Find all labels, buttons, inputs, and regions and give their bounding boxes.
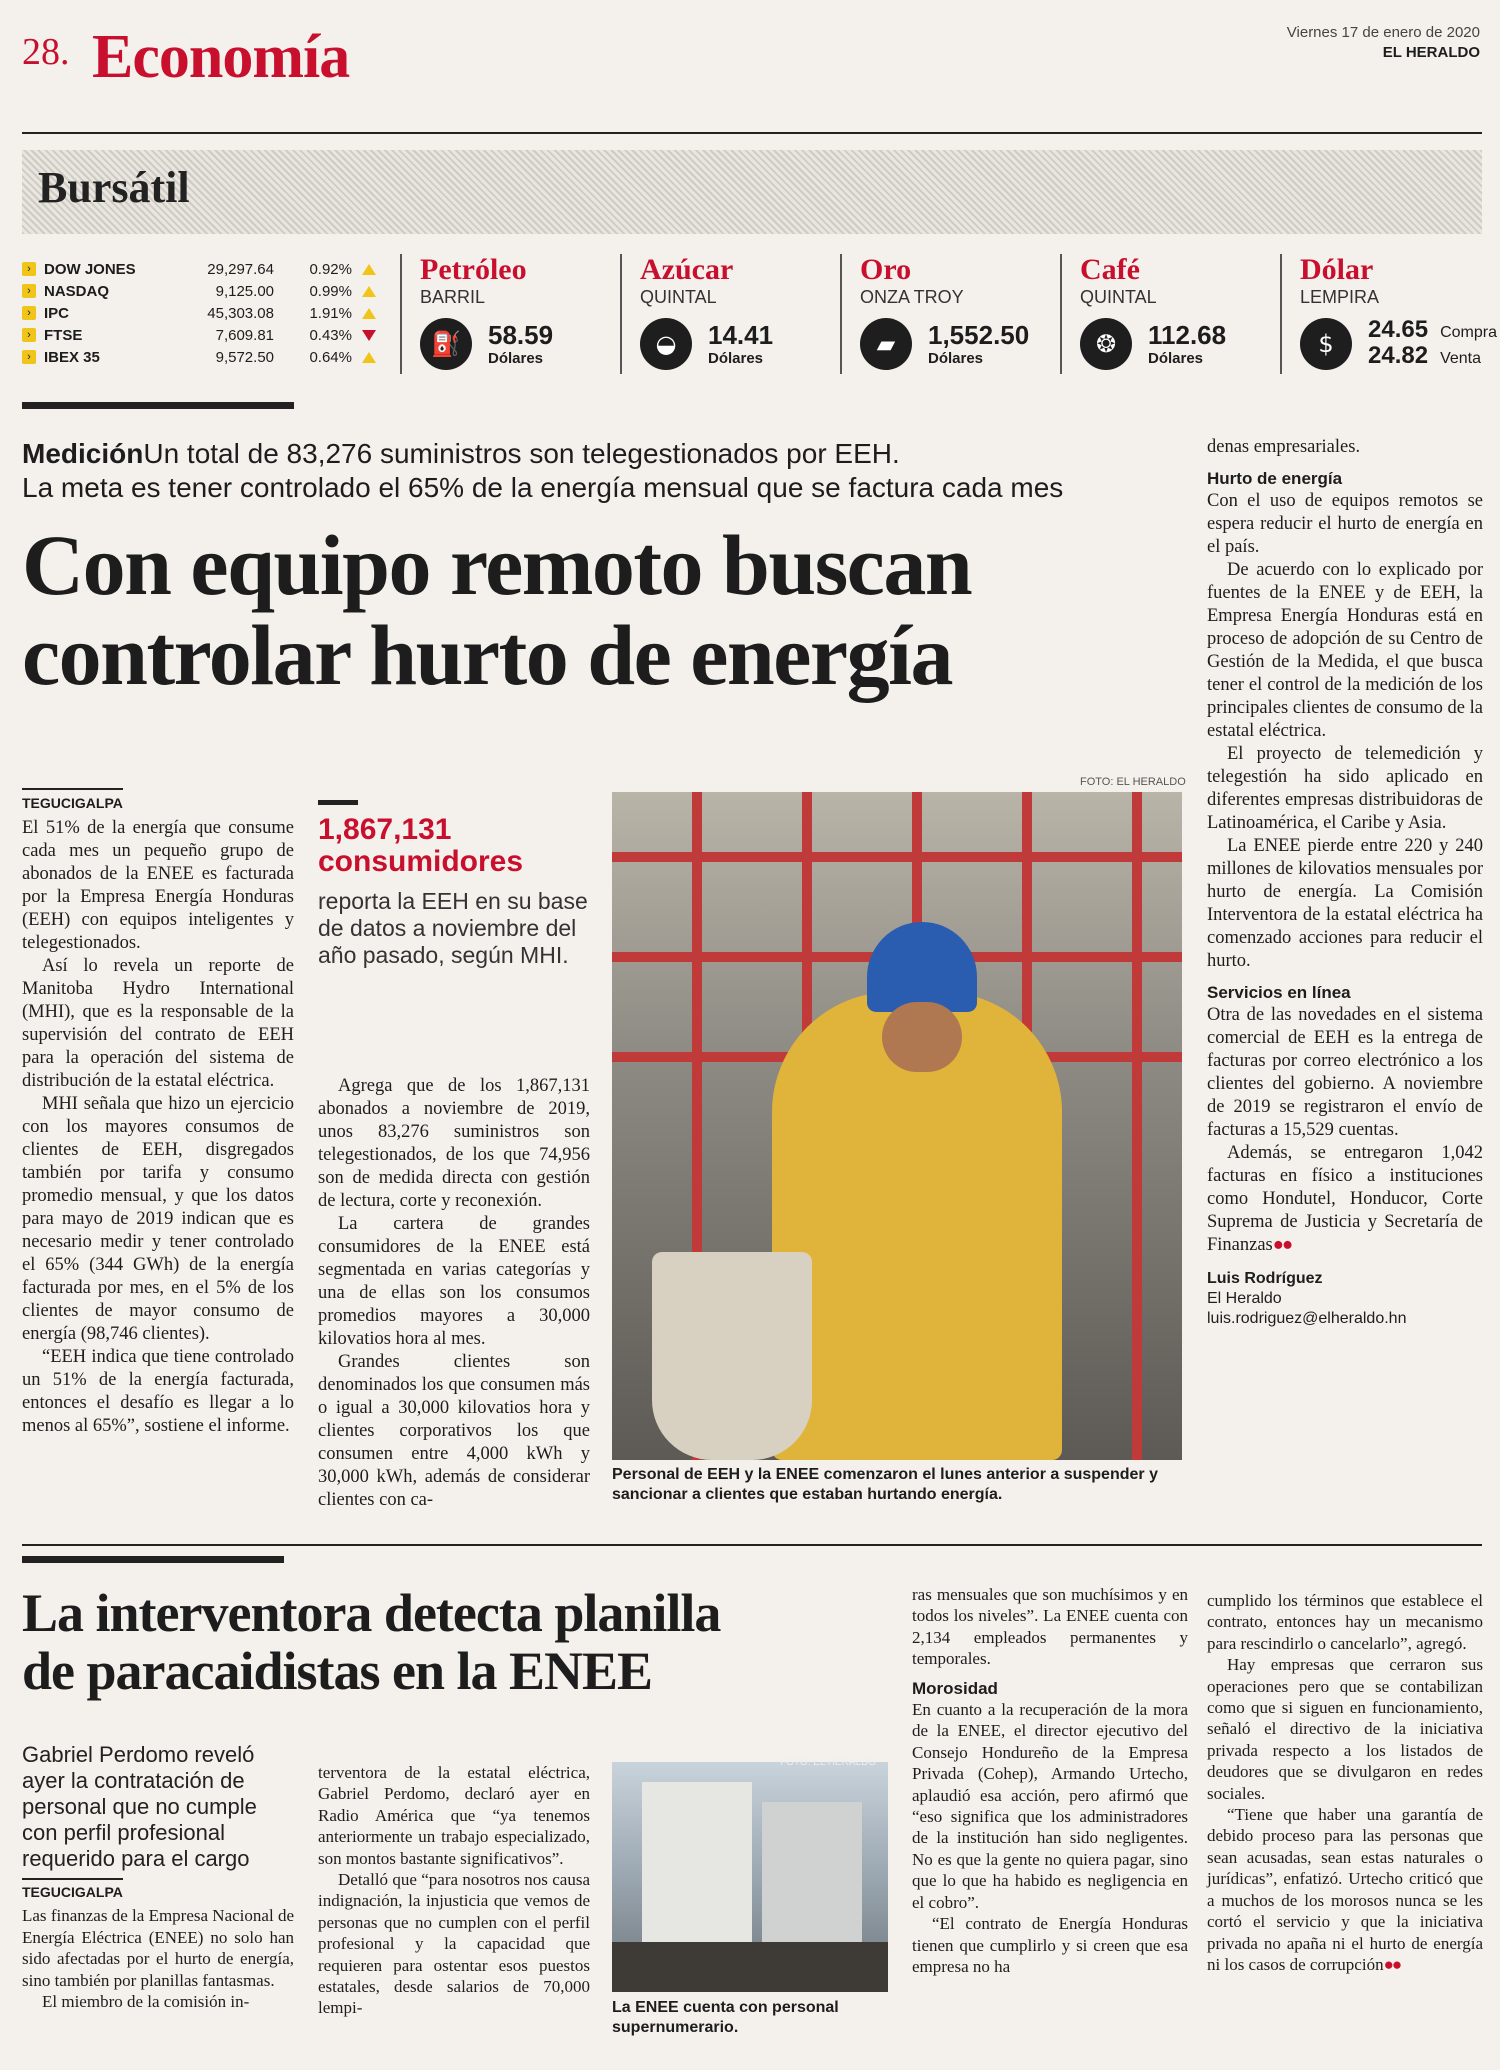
- photo-enee-worker: [612, 792, 1182, 1460]
- trend-up-icon: [362, 308, 376, 319]
- commodity-currency: Dólares: [928, 350, 984, 367]
- stat-number: 1,867,131 consumidores: [318, 813, 524, 878]
- story2-deck: Gabriel Perdomo reveló ayer la contratación de personal que no cumple con perfil profesional requerido para el cargo: [22, 1742, 257, 1871]
- photo-caption: La ENEE cuenta con personal supernumerario.: [612, 1999, 839, 2036]
- trend-up-icon: [362, 264, 376, 275]
- dateline: TEGUCIGALPA: [22, 1878, 123, 1903]
- sugar-sack-icon: ◒: [640, 318, 692, 370]
- index-value: 9,572.50: [215, 348, 274, 366]
- story1-headline: [22, 517, 1162, 703]
- index-value: 45,303.08: [207, 304, 274, 322]
- bursatil-title: Bursátil: [38, 163, 190, 212]
- byline-name: Luis Rodríguez: [1207, 1270, 1323, 1287]
- paragraph: “EEH indica que tiene controlado un 51% de la energía facturada, entonces el desafío es llegar a lo menos al 65%”, sostiene el informe.: [22, 1347, 294, 1436]
- header-date: Viernes 17 de enero de 2020: [1286, 24, 1480, 41]
- dollar-sell: [1368, 342, 1481, 370]
- commodity-oro: [840, 254, 1060, 374]
- paragraph: El proyecto de telemedición y telegestión ha sido aplicado en diferentes empresas distribuidoras de Latinoamérica, el Caribe y Asia.: [1207, 744, 1483, 833]
- index-row: [22, 324, 384, 346]
- paragraph: El 51% de la energía que consume cada mes un pequeño grupo de abonados de la ENEE es facturada por la Empresa Energía Honduras (EEH) con equipos inteligentes y telegestionados.: [22, 818, 294, 953]
- chevron-right-icon: ›: [22, 284, 36, 298]
- paragraph: De acuerdo con lo explicado por fuentes de la ENEE y de EEH, la Empresa Energía Honduras está en proceso de adopción de su Centro de Gestión de la Medida, el que busca tener el control de la medición de los principales clientes de consumo de la estatal eléctrica.: [1207, 560, 1483, 741]
- story2-column-3: [912, 1584, 1188, 1977]
- commodity-price: 1,552.50: [928, 320, 1030, 350]
- commodity-name: Dólar: [1300, 253, 1374, 286]
- commodity-unit: QUINTAL: [640, 287, 717, 307]
- headline-line: La interventora detecta planilla: [22, 1583, 721, 1643]
- oil-can-icon: ⛽: [420, 318, 472, 370]
- byline-org: El Heraldo: [1207, 1290, 1282, 1307]
- commodity-name: Oro: [860, 253, 912, 286]
- commodity-unit: BARRIL: [420, 287, 486, 307]
- headline-line: Con equipo remoto buscan: [22, 517, 972, 613]
- paragraph: Detalló que “para nosotros nos causa indignación, la injusticia que vemos de personas que no cumplen con el perfil profesional y la capacidad que requieren para ostentar esos puestos estatales, desde salarios de 70,000 lempi-: [318, 1870, 590, 2018]
- kicker-line1: Un total de 83,276 suministros son telegestionados por EEH.: [143, 438, 900, 469]
- header-brand: EL HERALDO: [1382, 44, 1480, 61]
- paragraph: ras mensuales que son muchísimos y en todos los niveles”. La ENEE cuenta con 2,134 empleados permanentes y temporales.: [912, 1585, 1188, 1669]
- commodity-unit: ONZA TROY: [860, 287, 964, 307]
- header-rule: [22, 132, 1482, 134]
- dollar-buy-label: Compra: [1440, 324, 1497, 341]
- index-row: [22, 258, 384, 280]
- chevron-right-icon: ›: [22, 350, 36, 364]
- commodity-cafe: [1060, 254, 1280, 374]
- end-mark-icon: ●●: [1272, 1235, 1292, 1255]
- byline-email[interactable]: luis.rodriguez@elheraldo.hn: [1207, 1310, 1407, 1327]
- commodity-price: 58.59: [488, 320, 554, 350]
- index-value: 29,297.64: [207, 260, 274, 278]
- paragraph: Agrega que de los 1,867,131 abonados a noviembre de 2019, unos 83,276 suministros son telegestionados, de los que 74,956 son de medida directa con gestión de lectura, corte y reconexión.: [318, 1076, 590, 1211]
- story2-headline: [22, 1584, 902, 1700]
- index-row: [22, 346, 384, 368]
- index-name: IPC: [44, 304, 70, 322]
- trend-up-icon: [362, 352, 376, 363]
- photo-caption: Personal de EEH y la ENEE comenzaron el lunes anterior a suspender y sancionar a clientes que estaban hurtando energía.: [612, 1466, 1158, 1503]
- paragraph: Las finanzas de la Empresa Nacional de Energía Eléctrica (ENEE) no solo han sido afectadas por el hurto de energía, sino también por planillas fantasmas.: [22, 1906, 294, 1990]
- kicker-line2: La meta es tener controlado el 65% de la energía mensual que se factura cada mes: [22, 472, 1064, 503]
- story1-column-3: [1207, 436, 1483, 1329]
- story1-kicker: [22, 437, 1142, 505]
- kicker-bar: [22, 402, 294, 409]
- story2-column-1: [22, 1878, 294, 2012]
- subheading: Morosidad: [912, 1678, 998, 1698]
- trend-down-icon: [362, 330, 376, 341]
- dollar-buy: [1368, 316, 1497, 344]
- photo-credit: FOTO: EL HERALDO: [780, 1757, 877, 1768]
- paragraph: Con el uso de equipos remotos se espera reducir el hurto de energía en el país.: [1207, 491, 1483, 557]
- paragraph: MHI señala que hizo un ejercicio con los mayores consumos de clientes de EEH, disgregados también por tarifa y consumo promedio mensual, y que los datos para mayo de 2019 indican que es necesario medir y tener controlado el 65% (344 GWh) de la energía facturada por mes, en el 5% de los clientes de mayor consumo de energía (98,746 clientes).: [22, 1094, 294, 1344]
- commodity-price: 14.41: [708, 320, 774, 350]
- paragraph: Hay empresas que cerraron sus operaciones pero que se contabilizan como que si siguen en funcionamiento, señaló el directivo de la iniciativa privada respecto a los listados de deudores que se divulgaron en redes sociales.: [1207, 1655, 1483, 1803]
- photo-credit: FOTO: EL HERALDO: [1080, 776, 1186, 788]
- paragraph: La cartera de grandes consumidores de la ENEE está segmentada en varias categorías y una de ellas son los consumos promedios mayores a 30,000 kilovatios hora al mes.: [318, 1214, 590, 1349]
- story2-column-2: [318, 1762, 590, 2019]
- index-value: 9,125.00: [215, 282, 274, 300]
- commodity-name: Petróleo: [420, 253, 527, 286]
- stat-description: reporta la EEH en su base de datos a noviembre del año pasado, según MHI.: [318, 888, 588, 968]
- kicker-bar: [22, 1556, 284, 1563]
- stock-index-table: [22, 258, 384, 368]
- story1-column-2: [318, 1075, 590, 1512]
- story2-column-4: [1207, 1590, 1483, 1975]
- commodity-name: Azúcar: [640, 253, 734, 286]
- subheading: Servicios en línea: [1207, 983, 1351, 1002]
- commodity-unit: LEMPIRA: [1300, 287, 1380, 307]
- section-title: Economía: [92, 23, 350, 91]
- page-number: 28.: [22, 31, 70, 73]
- index-value: 7,609.81: [215, 326, 274, 344]
- paragraph: En cuanto a la recuperación de la mora de la ENEE, el director ejecutivo del Consejo Hondureño de la Empresa Privada (Cohep), Armando Urtecho, aplaudió esa acción, pero afirmó que “eso significa que los administradores de la institución han sido negligentes. No es que la gente no quiera pagar, sino que lo que ha habido es negligencia en el cobro”.: [912, 1700, 1188, 1912]
- commodity-unit: QUINTAL: [1080, 287, 1157, 307]
- index-name: FTSE: [44, 326, 83, 344]
- subheading: Hurto de energía: [1207, 469, 1343, 488]
- commodity-petroleo: [400, 254, 620, 374]
- chevron-right-icon: ›: [22, 306, 36, 320]
- dollar-sell-value: 24.82: [1368, 342, 1429, 369]
- paragraph: El miembro de la comisión in-: [42, 1992, 250, 2012]
- index-name: DOW JONES: [44, 260, 136, 278]
- paragraph-text: Además, se entregaron 1,042 facturas en físico a instituciones como Hondutel, Honducor, Corte Suprema de Justicia y Secretaría de Finanzas: [1207, 1143, 1483, 1255]
- index-change: 0.64%: [309, 348, 352, 366]
- commodity-currency: Dólares: [488, 350, 544, 367]
- paragraph: [1207, 1804, 1483, 1975]
- paragraph: Así lo revela un reporte de Manitoba Hydro International (MHI), que es la responsable de la supervisión del contrato de EEH para la operación del sistema de distribución de la estatal eléctrica.: [22, 956, 294, 1091]
- gold-bars-icon: ▰: [860, 318, 912, 370]
- commodity-dolar: [1280, 253, 1497, 374]
- dollar-sell-label: Venta: [1440, 350, 1481, 367]
- commodity-price: 112.68: [1148, 320, 1227, 350]
- paragraph: La ENEE pierde entre 220 y 240 millones de kilovatios mensuales por hurto de energía. La Comisión Interventora de la estatal eléctrica ha comenzado acciones para reducir el hurto.: [1207, 836, 1483, 971]
- paragraph: terventora de la estatal eléctrica, Gabriel Perdomo, declaró ayer en Radio América que “ya tenemos anteriormente un trabajo especializado, son montos bastante significativos”.: [318, 1763, 590, 1868]
- index-row: [22, 302, 384, 324]
- paragraph: denas empresariales.: [1207, 437, 1361, 457]
- commodity-currency: Dólares: [708, 350, 764, 367]
- story1-column-1: [22, 788, 294, 1438]
- commodity-azucar: [620, 254, 840, 374]
- paragraph: Grandes clientes son denominados los que consumen más o igual a 30,000 kilovatios hora y clientes corporativos los que consumen entre 4,000 kWh y 30,000 kWh, además de considerar clientes con ca-: [318, 1352, 590, 1510]
- commodity-name: Café: [1080, 253, 1140, 286]
- byline: [1207, 1269, 1483, 1329]
- paragraph: [1207, 1142, 1483, 1257]
- commodity-currency: Dólares: [1148, 350, 1204, 367]
- coffee-bean-icon: ❂: [1080, 318, 1132, 370]
- index-name: NASDAQ: [44, 282, 110, 300]
- chevron-right-icon: ›: [22, 262, 36, 276]
- money-bag-icon: $: [1300, 318, 1352, 370]
- bursatil-band: [22, 150, 1482, 234]
- paragraph: Otra de las novedades en el sistema comercial de EEH es la entrega de facturas por correo electrónico a los clientes del gobierno. A noviembre de 2019 se registraron el envío de facturas a 15,529 cuentas.: [1207, 1005, 1483, 1140]
- stat-accent-bar: [318, 800, 358, 805]
- headline-line: de paracaidistas en la ENEE: [22, 1641, 653, 1701]
- dollar-buy-value: 24.65: [1368, 316, 1429, 343]
- paragraph: cumplido los términos que establece el contrato, entonces hay un mecanismo para rescindirlo o cancelarlo”, agregó.: [1207, 1591, 1483, 1653]
- photo-enee-building: [612, 1762, 888, 1992]
- chevron-right-icon: ›: [22, 328, 36, 342]
- index-name: IBEX 35: [44, 348, 100, 366]
- index-row: [22, 280, 384, 302]
- index-change: 0.43%: [309, 326, 352, 344]
- paragraph-text: “Tiene que haber una garantía de debido proceso para las personas que sean acusadas, sean estas naturales o jurídicas”, enfatizó. Urtecho criticó que a muchos de los morosos nunca se les cortó el servicio y que la iniciativa privada no apaña ni el hurto de energía ni los casos de corrupción: [1207, 1805, 1483, 1974]
- section-divider: [22, 1544, 1482, 1546]
- index-change: 0.99%: [309, 282, 352, 300]
- headline-line: controlar hurto de energía: [22, 607, 952, 703]
- end-mark-icon: ●●: [1383, 1954, 1401, 1974]
- paragraph: “El contrato de Energía Honduras tienen que cumplirlo y si creen que esa empresa no ha: [912, 1914, 1188, 1976]
- dateline: TEGUCIGALPA: [22, 788, 123, 815]
- kicker-label: Medición: [22, 438, 144, 469]
- index-change: 1.91%: [309, 304, 352, 322]
- index-change: 0.92%: [309, 260, 352, 278]
- trend-up-icon: [362, 286, 376, 297]
